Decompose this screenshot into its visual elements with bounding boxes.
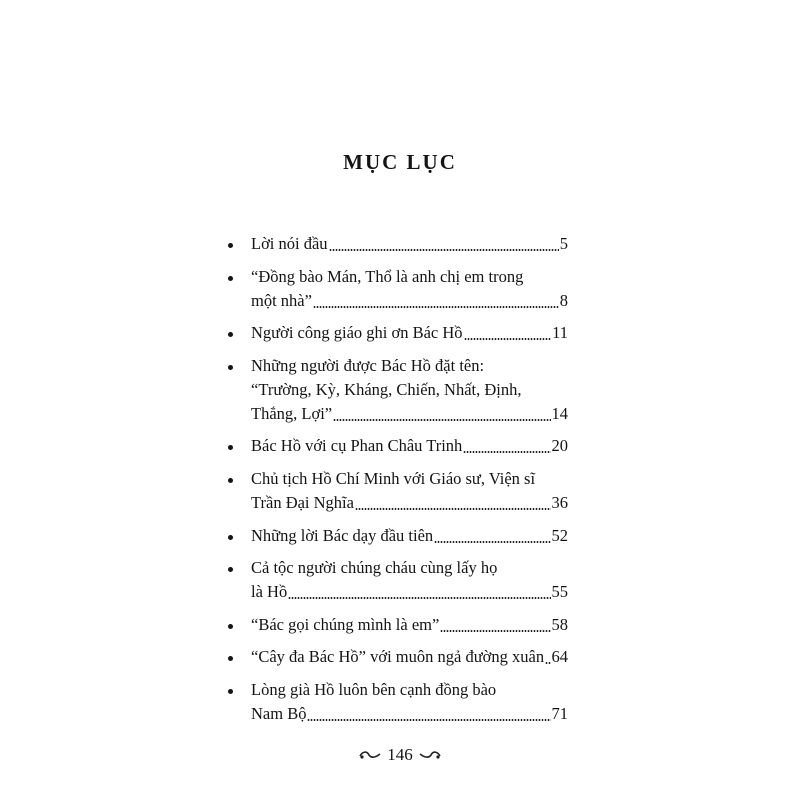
toc-entry-text: Nam Bộ	[251, 703, 307, 723]
toc-entry	[228, 434, 568, 458]
dot-leader	[288, 597, 550, 599]
table-of-contents	[228, 232, 568, 726]
toc-entry-leader-row	[251, 321, 568, 345]
dot-leader	[333, 419, 550, 421]
toc-entry-leader-row	[251, 580, 568, 604]
toc-entry-text: “Đồng bào Mán, Thổ là anh chị em trong	[251, 266, 524, 286]
toc-page-number: 36	[551, 492, 568, 512]
toc-entry-line	[251, 467, 568, 491]
right-ornament-icon	[419, 750, 441, 760]
dot-leader	[307, 719, 550, 721]
dot-leader	[313, 306, 559, 308]
toc-entry-text: là Hồ	[251, 582, 288, 602]
toc-entry-leader-row	[251, 491, 568, 515]
toc-page-number: 14	[551, 403, 568, 423]
toc-page-number: 52	[551, 525, 568, 545]
bullet-icon	[228, 243, 233, 248]
toc-page-number: 58	[551, 614, 568, 634]
toc-page-number: 5	[559, 234, 568, 253]
bullet-icon	[228, 624, 233, 629]
bullet-icon	[228, 332, 233, 337]
toc-entry-leader-row	[251, 402, 568, 426]
toc-entry	[228, 467, 568, 515]
toc-entry-line	[251, 678, 568, 702]
toc-entry-text: “Bác gọi chúng mình là em”	[251, 614, 440, 634]
dot-leader	[545, 662, 550, 664]
toc-entry-text: Những người được Bác Hồ đặt tên:	[251, 355, 485, 375]
toc-entry-text: Lời nói đầu	[251, 234, 328, 253]
toc-entry-line	[251, 378, 568, 402]
toc-page-number: 20	[551, 436, 568, 456]
bullet-icon	[228, 689, 233, 694]
toc-entry-line	[251, 265, 568, 289]
toc-entry	[228, 645, 568, 669]
toc-entry-text: Thắng, Lợi”	[251, 403, 333, 423]
toc-page-number: 55	[551, 582, 568, 602]
toc-entry-leader-row	[251, 702, 568, 726]
dot-leader	[434, 541, 550, 543]
bullet-icon	[228, 567, 233, 572]
toc-entry-leader-row	[251, 434, 568, 458]
toc-entry	[228, 524, 568, 548]
toc-entry-text: Những lời Bác dạy đầu tiên	[251, 525, 434, 545]
page-footer	[0, 745, 800, 765]
toc-entry	[228, 613, 568, 637]
toc-entry	[228, 678, 568, 726]
toc-entry-text: Cả tộc người chúng cháu cùng lấy họ	[251, 558, 498, 578]
toc-entry-text: Chủ tịch Hồ Chí Minh với Giáo sư, Viện sĩ	[251, 468, 536, 488]
dot-leader	[463, 451, 550, 453]
dot-leader	[464, 338, 552, 340]
toc-entry-leader-row	[251, 645, 568, 669]
toc-page-number: 71	[551, 703, 568, 723]
toc-entry-text: Lòng già Hồ luôn bên cạnh đồng bào	[251, 679, 497, 699]
toc-entry-line	[251, 354, 568, 378]
toc-page-number: 8	[559, 290, 568, 310]
bullet-icon	[228, 276, 233, 281]
bullet-icon	[228, 365, 233, 370]
toc-entry	[228, 265, 568, 313]
bullet-icon	[228, 445, 233, 450]
toc-entry-line	[251, 556, 568, 580]
toc-entry-leader-row	[251, 524, 568, 548]
toc-entry	[228, 321, 568, 345]
toc-entry	[228, 354, 568, 426]
toc-entry-text: một nhà”	[251, 290, 312, 310]
bullet-icon	[228, 478, 233, 483]
toc-entry-text: Bác Hồ với cụ Phan Châu Trinh	[251, 436, 463, 456]
toc-entry-text: Trần Đại Nghĩa	[251, 492, 354, 512]
toc-entry-text: “Trường, Kỳ, Kháng, Chiến, Nhất, Định,	[251, 379, 522, 399]
dot-leader	[329, 249, 559, 251]
toc-entry	[228, 232, 568, 256]
left-ornament-icon	[359, 750, 381, 760]
toc-page-number: 64	[551, 647, 568, 667]
bullet-icon	[228, 535, 233, 540]
dot-leader	[440, 630, 550, 632]
toc-entry-leader-row	[251, 232, 568, 256]
page-title: MỤC LỤC	[343, 150, 457, 174]
toc-page-number: 11	[552, 323, 568, 343]
toc-entry	[228, 556, 568, 604]
dot-leader	[355, 508, 551, 510]
toc-entry-leader-row	[251, 289, 568, 313]
toc-entry-leader-row	[251, 613, 568, 637]
bullet-icon	[228, 656, 233, 661]
toc-entry-text: “Cây đa Bác Hồ” với muôn ngả đường xuân	[251, 647, 545, 667]
page-number: 146	[387, 745, 413, 764]
toc-entry-text: Người công giáo ghi ơn Bác Hồ	[251, 323, 463, 343]
